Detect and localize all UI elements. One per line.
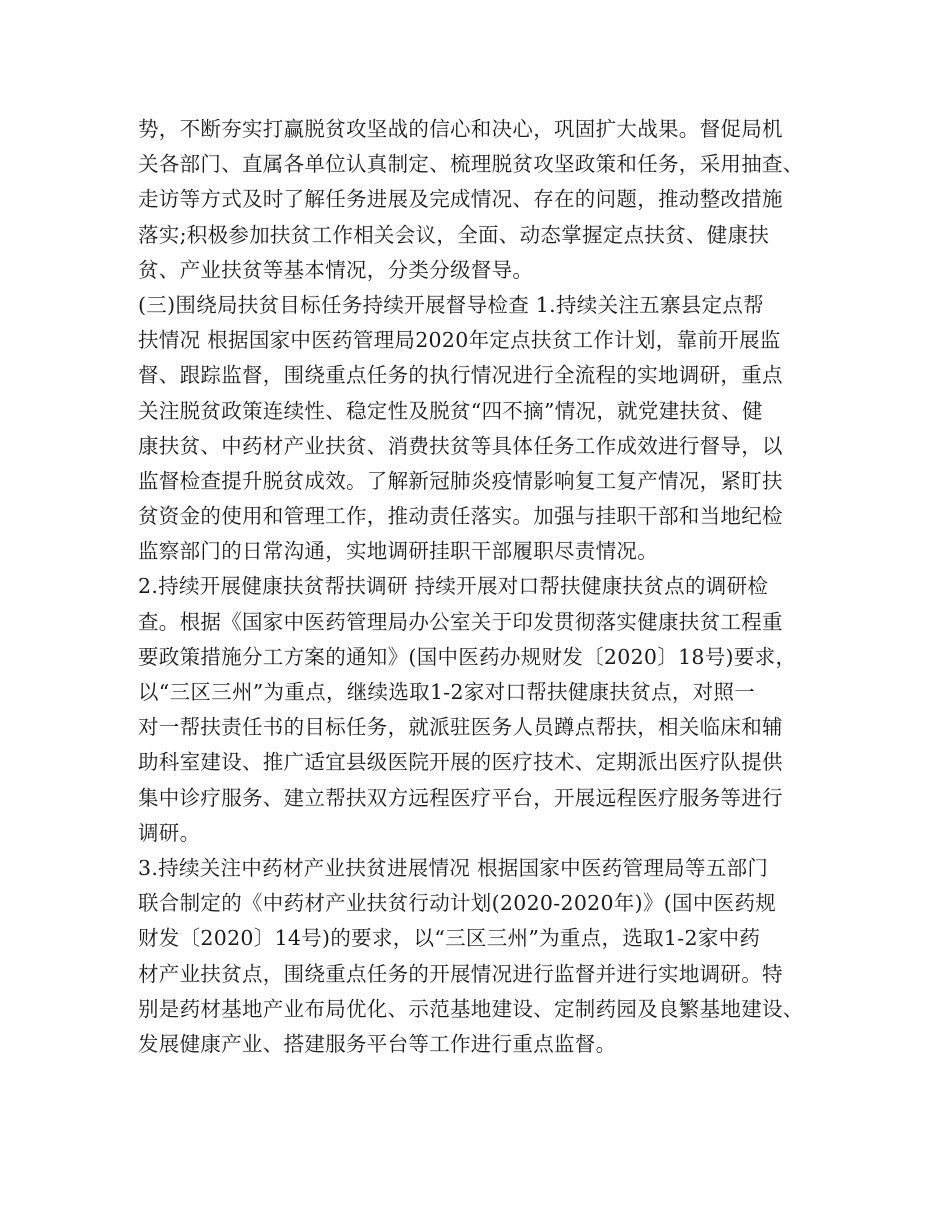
text-line: 走访等方式及时了解任务进展及完成情况、存在的问题，推动整改措施 — [138, 187, 783, 212]
text-line: 扶情况 根据国家中医药管理局2020年定点扶贫工作计划，靠前开展监 — [138, 328, 781, 353]
text-line: 关注脱贫政策连续性、稳定性及脱贫“四不摘”情况，就党建扶贫、健 — [138, 398, 763, 423]
text-line: 监察部门的日常沟通，实地调研挂职干部履职尽责情况。 — [138, 539, 658, 564]
text-line: 别是药材基地产业布局优化、示范基地建设、定制药园及良繁基地建设、 — [138, 996, 804, 1021]
text-line: 监督检查提升脱贫成效。了解新冠肺炎疫情影响复工复产情况，紧盯扶 — [138, 468, 783, 493]
text-line: 调研。 — [138, 820, 201, 845]
document-body — [138, 112, 828, 1062]
text-line: 集中诊疗服务、建立帮扶双方远程医疗平台，开展远程医疗服务等进行 — [138, 785, 783, 810]
section-heading-line: (三)围绕局扶贫目标任务持续开展督导检查 1.持续关注五寨县定点帮 — [138, 292, 764, 317]
text-line: 以“三区三州”为重点，继续选取1-2家对口帮扶健康扶贫点，对照一 — [138, 680, 756, 704]
text-line: 贫、产业扶贫等基本情况，分类分级督导。 — [138, 257, 534, 282]
text-line: 发展健康产业、搭建服务平台等工作进行重点监督。 — [138, 1031, 617, 1056]
item-heading-line: 3.持续关注中药材产业扶贫进展情况 根据国家中医药管理局等五部门 — [138, 855, 769, 880]
text-line: 查。根据《国家中医药管理局办公室关于印发贯彻落实健康扶贫工程重 — [138, 609, 783, 634]
text-line: 康扶贫、中药材产业扶贫、消费扶贫等具体任务工作成效进行督导，以 — [138, 433, 783, 458]
text-line: 材产业扶贫点，围绕重点任务的开展情况进行监督并进行实地调研。特 — [138, 961, 783, 986]
text-line: 对一帮扶责任书的目标任务，就派驻医务人员蹲点帮扶，相关临床和辅 — [138, 715, 783, 740]
text-line: 财发〔2020〕14号)的要求，以“三区三州”为重点，选取1-2家中药 — [138, 926, 761, 951]
text-line: 落实;积极参加扶贫工作相关会议，全面、动态掌握定点扶贫、健康扶 — [138, 222, 770, 247]
text-line: 联合制定的《中药材产业扶贫行动计划(2020-2020年)》(国中医药规 — [138, 891, 777, 916]
text-line: 关各部门、直属各单位认真制定、梳理脱贫攻坚政策和任务，采用抽查、 — [138, 152, 804, 177]
text-line: 势，不断夯实打赢脱贫攻坚战的信心和决心，巩固扩大战果。督促局机 — [138, 117, 783, 141]
text-line: 贫资金的使用和管理工作，推动责任落实。加强与挂职干部和当地纪检 — [138, 504, 783, 529]
text-line: 助科室建设、推广适宜县级医院开展的医疗技术、定期派出医疗队提供 — [138, 750, 783, 775]
text-line: 要政策措施分工方案的通知》(国中医药办规财发〔2020〕18号)要求， — [138, 644, 797, 669]
text-line: 督、跟踪监督，围绕重点任务的执行情况进行全流程的实地调研，重点 — [138, 363, 783, 388]
item-heading-line: 2.持续开展健康扶贫帮扶调研 持续开展对口帮扶健康扶贫点的调研检 — [138, 574, 769, 599]
